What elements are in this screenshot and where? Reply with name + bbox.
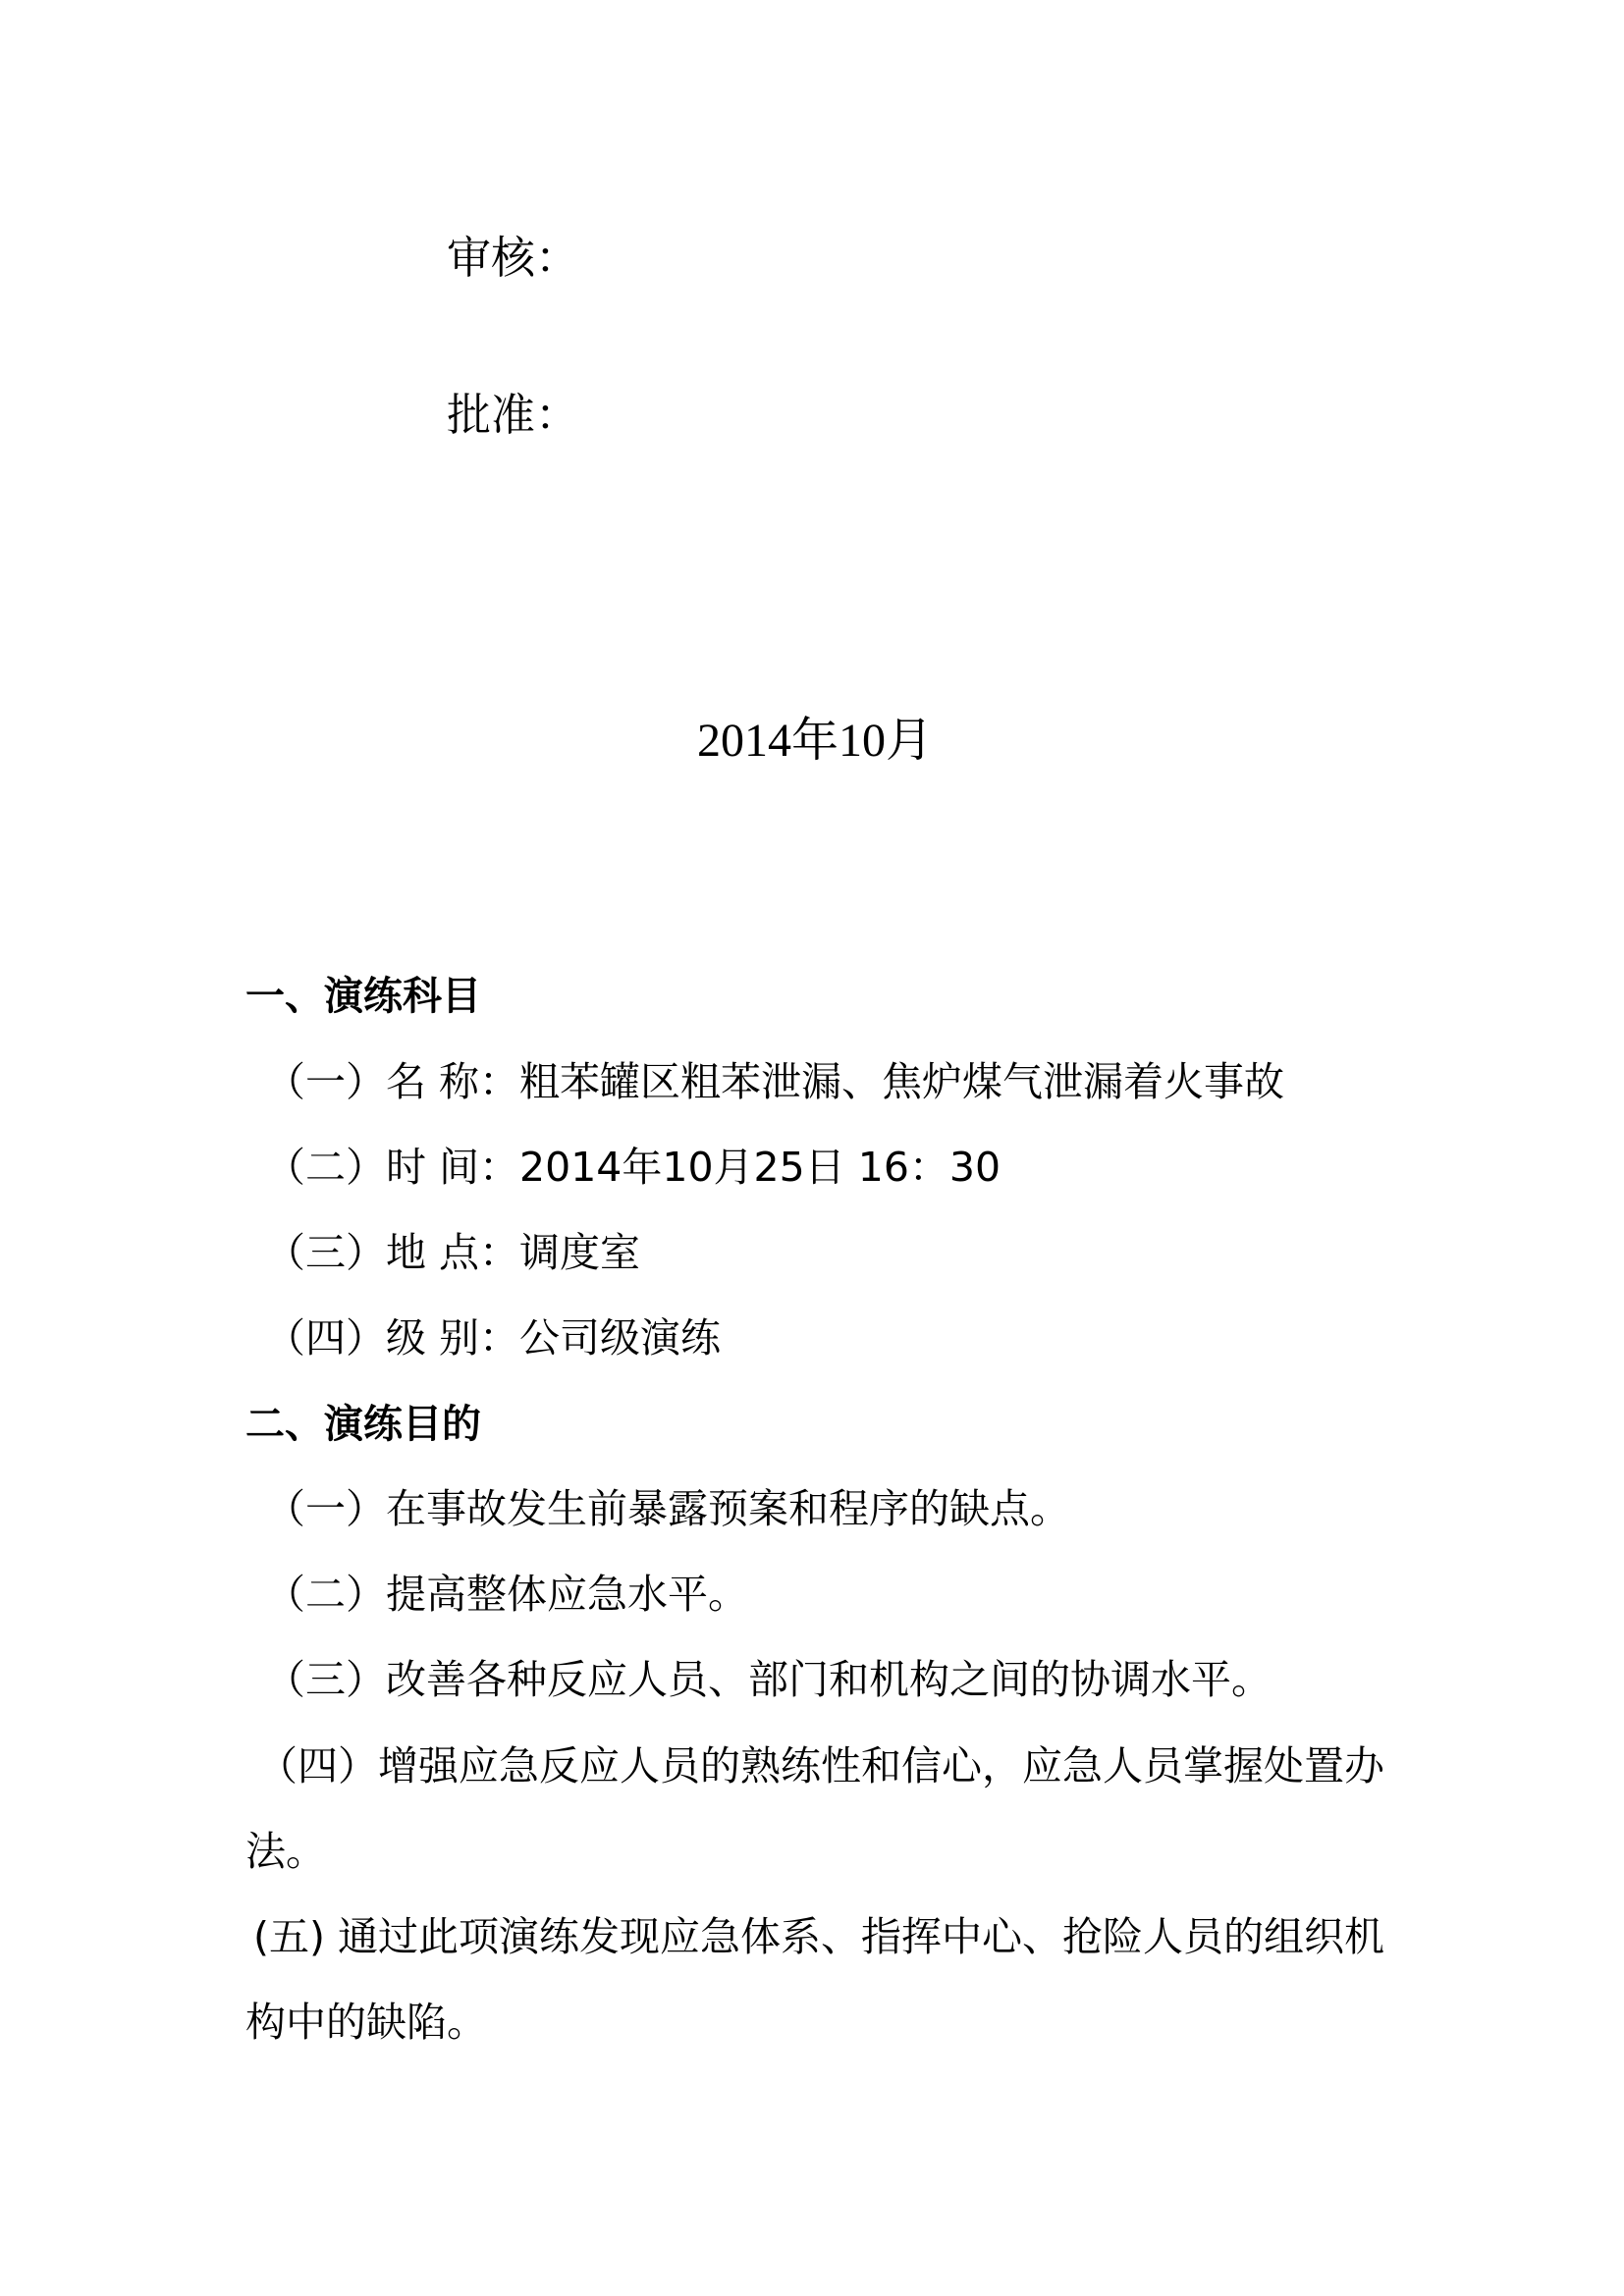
review-signature-label: 审核： [447, 232, 580, 284]
drill-time: （二）时 间：2014年10月25日 16：30 [265, 1144, 1001, 1191]
purpose-item: (五) 通过此项演练发现应急体系、指挥中心、抢险人员的组织机 [253, 1913, 1385, 1960]
section-heading-drill-purpose: 二、演练目的 [245, 1402, 481, 1447]
approve-signature-label: 批准： [447, 389, 580, 441]
section-heading-drill-subject: 一、演练科目 [245, 974, 481, 1019]
drill-level: （四）级 别：公司级演练 [265, 1314, 722, 1362]
purpose-item: （一）在事故发生前暴露预案和程序的缺点。 [265, 1485, 1070, 1532]
document-date: 2014年10月 [696, 715, 933, 767]
purpose-item: （二）提高整体应急水平。 [265, 1571, 748, 1618]
purpose-item-continuation: 法。 [245, 1828, 326, 1875]
drill-location: （三）地 点：调度室 [265, 1229, 641, 1276]
purpose-item: （四）增强应急反应人员的熟练性和信心，应急人员掌握处置办 [257, 1742, 1384, 1789]
purpose-item-continuation: 构中的缺陷。 [245, 1999, 487, 2046]
purpose-item: （三）改善各种反应人员、部门和机构之间的协调水平。 [265, 1656, 1272, 1703]
drill-name: （一）名 称：粗苯罐区粗苯泄漏、焦炉煤气泄漏着火事故 [265, 1058, 1285, 1105]
